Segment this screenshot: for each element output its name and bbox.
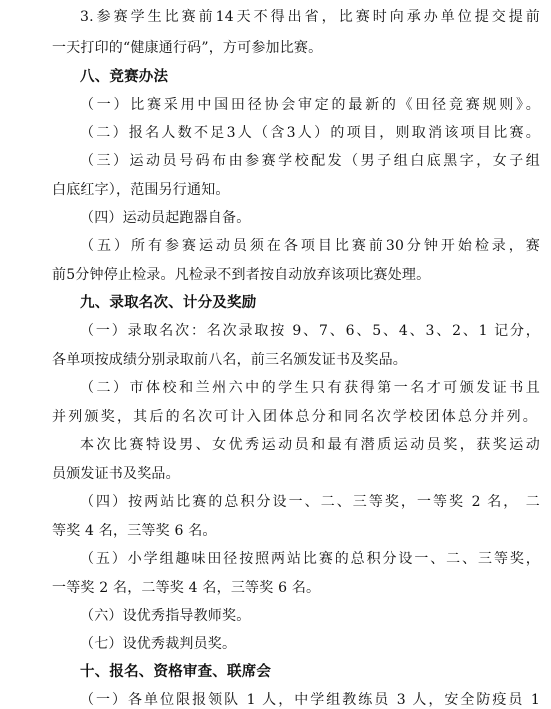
text-line: （七）设优秀裁判员奖。: [80, 636, 237, 652]
text-line: 并列颁奖，其后的名次可计入团体总分和同名次学校团体总分并列。: [52, 409, 537, 425]
text-line: （四）运动员起跑器自备。: [80, 210, 251, 226]
text-line: 一天打印的“健康通行码”，方可参加比赛。: [52, 40, 323, 56]
text-line: 员颁发证书及奖品。: [52, 466, 180, 482]
text-line: （四）按两站比赛的总积分设一、二、三等奖，一等奖 2 名， 二: [80, 494, 540, 510]
text-line: （五）所有参赛运动员须在各项目比赛前30分钟开始检录，赛: [80, 238, 540, 254]
text-line: 白底红字），范围另行通知。: [52, 182, 230, 198]
text-line: 3.参赛学生比赛前14天不得出省，比赛时向承办单位提交提前: [80, 9, 540, 25]
text-line: （一）比赛采用中国田径协会审定的最新的《田径竞赛规则》。: [80, 97, 540, 113]
text-line: （五）小学组趣味田径按照两站比赛的总积分设一、二、三等奖，: [80, 551, 540, 567]
text-line: 前5分钟停止检录。凡检录不到者按自动放弃该项比赛处理。: [52, 267, 431, 283]
text-line: （三）运动员号码布由参赛学校配发（男子组白底黑字，女子组: [80, 153, 540, 169]
text-line: （一）各单位限报领队 1 人，中学组教练员 3 人，安全防疫员 1: [80, 692, 540, 708]
text-line: 一等奖 2 名，二等奖 4 名，三等奖 6 名。: [52, 580, 321, 596]
text-line: 等奖 4 名，三等奖 6 名。: [52, 523, 217, 539]
text-line: （二）市体校和兰州六中的学生只有获得第一名才可颁发证书且: [80, 380, 540, 396]
section-heading: 八、竞赛办法: [80, 69, 169, 85]
text-line: 本次比赛特设男、女优秀运动员和最有潜质运动员奖，获奖运动: [80, 437, 540, 453]
text-line: （一）录取名次：名次录取按 9、7、6、5、4、3、2、1 记分，: [80, 323, 540, 339]
text-line: 各单项按成绩分别录取前八名，前三名颁发证书及奖品。: [52, 352, 407, 368]
text-line: （六）设优秀指导教师奖。: [80, 608, 251, 624]
section-heading: 九、录取名次、计分及奖励: [80, 295, 257, 311]
section-heading: 十、报名、资格审查、联席会: [80, 664, 272, 680]
text-line: （二）报名人数不足3人（含3人）的项目，则取消该项目比赛。: [80, 125, 540, 141]
